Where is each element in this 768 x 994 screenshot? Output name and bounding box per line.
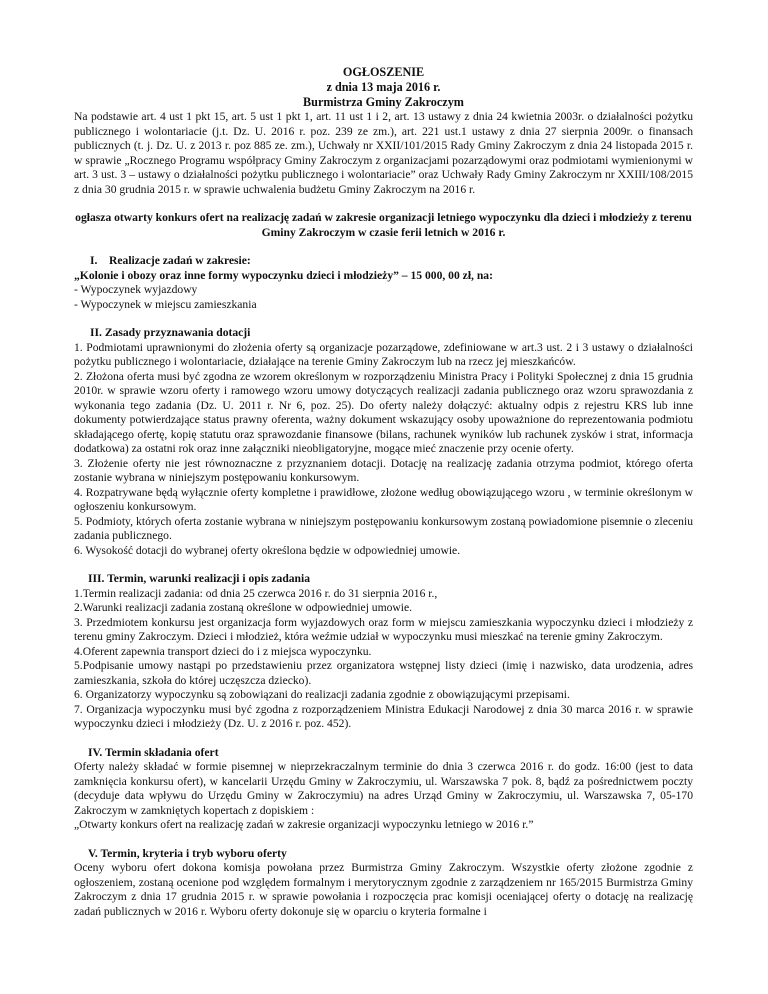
section-3 — [74, 572, 693, 732]
section-5-text: Oceny wyboru ofert dokona komisja powołana przez Burmistrza Gminy Zakroczym. Wszystkie oferty złożone zgodnie z ogłoszeniem, zostaną ocenione pod względem formalnym i merytorycznym zgodnie z zarządzeniem nr 165/2015 Burmistrza Gminy Zakroczym z dnia 17 grudnia 2015 r. w sprawie powołania i rozpoczęcia prac komisji oceniającej oferty o dotację na realizację zadań publicznych w 2016 r. Wyboru oferty dokonuje się w oparciu o kryteria formalne i — [74, 861, 693, 918]
section-3-item: 2.Warunki realizacji zadania zostaną określone w odpowiedniej umowie. — [74, 601, 413, 614]
section-1-item: - Wypoczynek w miejscu zamieszkania — [74, 297, 257, 311]
section-4 — [74, 746, 693, 833]
section-3-item: 7. Organizacja wypoczynku musi być zgodna z rozporządzeniem Ministra Edukacji Narodowej z dnia 30 marca 2016 r. w sprawie wypoczynku dzieci i młodzieży (Dz. U. z 2016 r. poz. 452). — [74, 702, 693, 730]
section-4-text: Oferty należy składać w formie pisemnej w nieprzekraczalnym terminie do dnia 3 czerwca 2016 r. do godz. 16:00 (jest to data zamknięcia konkursu ofert), w kancelarii Urzędu Gminy w Zakroczymiu, ul. Warszawska 7 pok. 8, bądź za pośrednictwem poczty (decyduje data wpływu do Urzędu Gminy w Zakroczymiu) na adres Urząd Gminy w Zakroczymiu, ul. Warszawska 7, 05-170 Zakroczym w zamkniętych kopertach z dopiskiem : — [74, 760, 693, 817]
section-3-heading: III. Termin, warunki realizacji i opis zadania — [88, 572, 311, 585]
section-3-item: 1.Termin realizacji zadania: od dnia 25 czerwca 2016 r. do 31 sierpnia 2016 r., — [74, 586, 438, 600]
section-1 — [74, 254, 693, 312]
document-page — [74, 60, 693, 919]
section-2-item: 3. Złożenie oferty nie jest równoznaczne z przyznaniem dotacji. Dotację na realizację zadania otrzyma podmiot, którego oferta zostanie wybrana w niniejszym postępowaniu konkursowym. — [74, 456, 693, 484]
section-2 — [74, 326, 693, 558]
section-1-heading: I. Realizacje zadań w zakresie: — [90, 254, 251, 267]
section-2-heading: II. Zasady przyznawania dotacji — [90, 326, 251, 339]
intro-paragraph: Na podstawie art. 4 ust 1 pkt 15, art. 5 ust 1 pkt 1, art. 11 ust 1 i 2, art. 13 ustawy z dnia 24 kwietnia 2003r. o działalności pożytku publicznego i wolontariacie (j.t. Dz. U. 2016 r. poz. 239 ze zm.), art. 221 ust.1 ustawy z dnia 27 sierpnia 2009r. o finansach publicznych (t. j. Dz. U. z 2013 r. poz 885 ze. zm.), Uchwały nr XXII/101/2015 Rady Gminy Zakroczym z dnia 24 listopada 2015 r. w sprawie „Rocznego Programu współpracy Gminy Zakroczym z organizacjami pozarządowymi oraz podmiotami wymienionymi w art. 3 ust. 3 – ustawy o działalności pożytku publicznego i wolontariacie” oraz Uchwały Rady Gminy Zakroczym nr XXIII/108/2015 z dnia 30 grudnia 2015 r. w sprawie uchwalenia budżetu Gminy Zakroczym na 2016 r. — [74, 110, 693, 196]
section-3-item: 6. Organizatorzy wypoczynku są zobowiązani do realizacji zadania zgodnie z obowiązującymi przepisami. — [74, 688, 570, 701]
section-2-item: 1. Podmiotami uprawnionymi do złożenia oferty są organizacje pozarządowe, zdefiniowane w art.3 ust. 2 i 3 ustawy o działalności pożytku publicznego i wolontariacie, działające na terenie Gminy Zakroczym lub na rzecz jej mieszkańców. — [74, 340, 693, 368]
section-2-item: 4. Rozpatrywane będą wyłącznie oferty kompletne i prawidłowe, złożone według obowiązującego wzoru , w terminie określonym w ogłoszeniu konkursowym. — [74, 485, 693, 513]
document-title: OGŁOSZENIE — [342, 65, 425, 79]
section-1-task: „Kolonie i obozy oraz inne formy wypoczynku dzieci i młodzieży” – 15 000, 00 zł, na: — [74, 268, 493, 282]
section-2-item: 2. Złożona oferta musi być zgodna ze wzorem określonym w rozporządzeniu Ministra Pracy i Polityki Społecznej z dnia 15 grudnia 2010r. w sprawie wzoru oferty i ramowego wzoru umowy dotyczących realizacji zadania publicznego oraz wzoru sprawozdania z wykonania tego zadania (Dz. U. 2011 r. Nr 6, poz. 25). Do oferty należy dołączyć: aktualny odpis z rejestru KRS lub inne dokumenty potwierdzające status prawny oferenta, ważny dokument wskazujący osoby upoważnione do reprezentowania podmiotu składającego ofertę, kopię statutu oraz sprawozdanie finansowe (bilans, rachunek wyników lub rachunek zysków i strat, informacja dodatkowa) za ostatni rok oraz inne załączniki nieobligatoryjne, mogące mieć znaczenie przy ocenie oferty. — [74, 369, 693, 455]
section-2-item: 6. Wysokość dotacji do wybranej oferty określona będzie w odpowiedniej umowie. — [74, 543, 461, 557]
announcement-paragraph: ogłasza otwarty konkurs ofert na realizację zadań w zakresie organizacji letniego wypoczynku dla dzieci i młodzieży z terenu Gminy Zakroczym w czasie ferii letnich w 2016 r. — [75, 211, 692, 239]
section-5 — [74, 847, 693, 920]
section-3-item: 3. Przedmiotem konkursu jest organizacja form wyjazdowych oraz form w miejscu zamieszkania wypoczynku dzieci i młodzieży z terenu gminy Zakroczym. Dzieci i młodzież, która weźmie udział w wypoczynku musi mieszkać na terenie gminy Zakroczym. — [74, 615, 693, 643]
section-4-quote: „Otwarty konkurs ofert na realizację zadań w zakresie organizacji wypoczynku letniego w 2016 r.” — [74, 818, 534, 831]
section-3-item: 5.Podpisanie umowy nastąpi po przedstawieniu przez organizatora wstępnej listy dzieci (imię i nazwisko, data urodzenia, adres zamieszkania, szkoła do której uczęszcza dziecko). — [74, 659, 693, 687]
document-date: z dnia 13 maja 2016 r. — [326, 80, 441, 94]
section-4-heading: IV. Termin składania ofert — [88, 745, 219, 759]
document-issuer: Burmistrza Gminy Zakroczym — [303, 95, 464, 109]
section-5-heading: V. Termin, kryteria i tryb wyboru oferty — [88, 846, 287, 860]
section-3-item: 4.Oferent zapewnia transport dzieci do i z miejsca wypoczynku. — [74, 644, 372, 658]
section-1-item: - Wypoczynek wyjazdowy — [74, 283, 198, 296]
section-2-item: 5. Podmioty, których oferta zostanie wybrana w niniejszym postępowaniu konkursowym zostaną powiadomione pisemnie o zleceniu zadania publicznego. — [74, 514, 693, 542]
